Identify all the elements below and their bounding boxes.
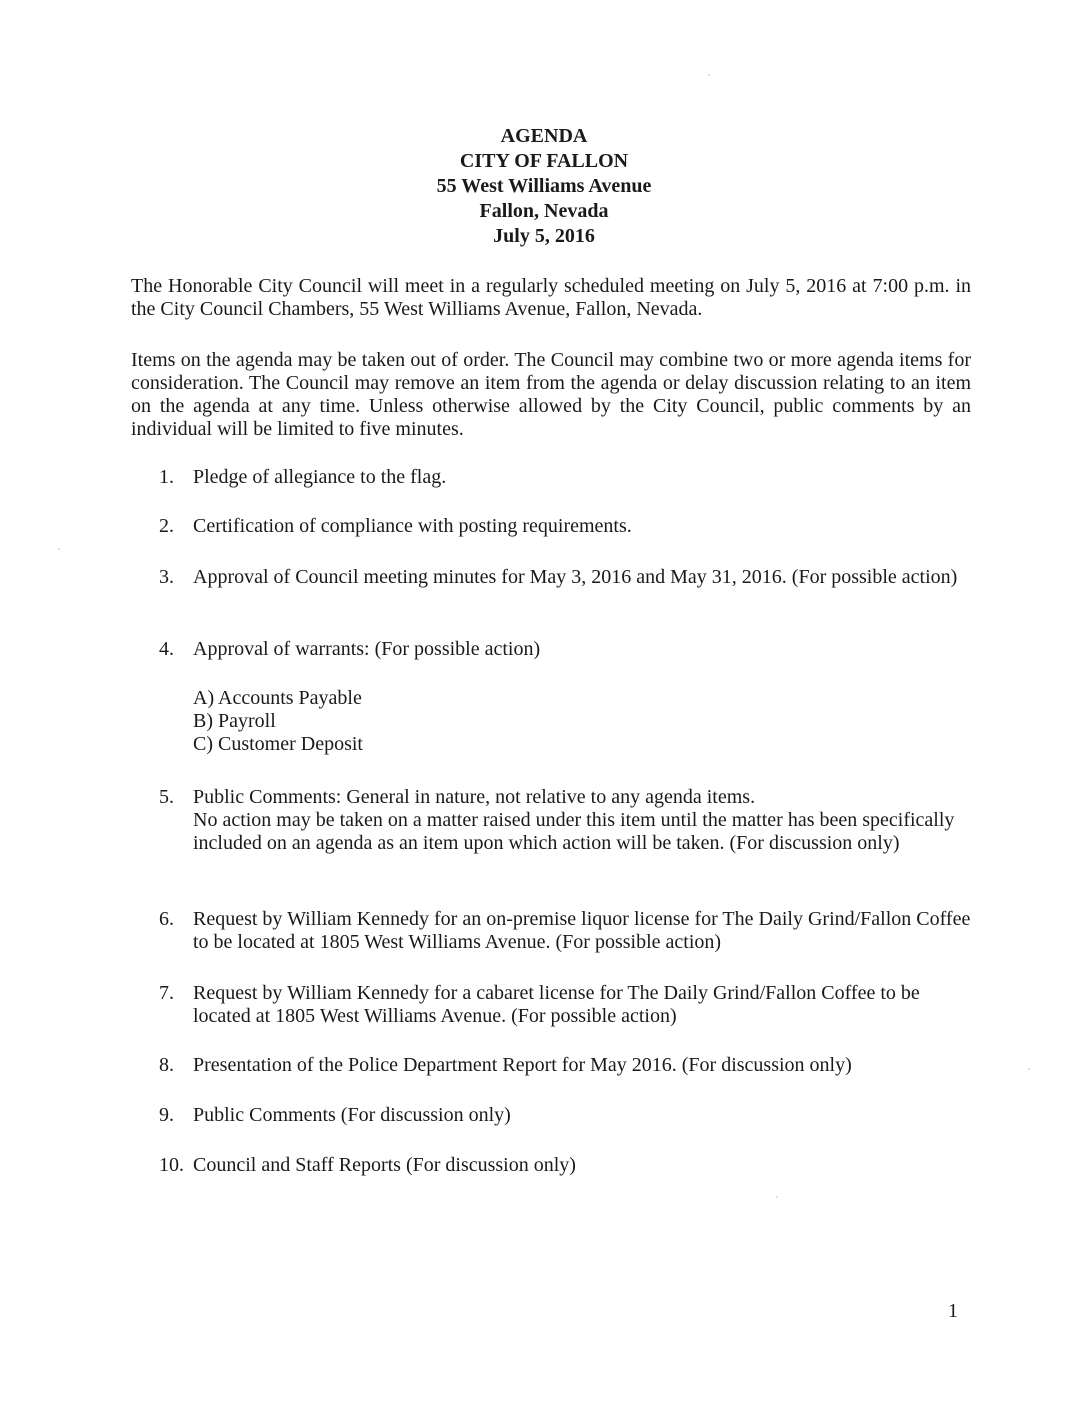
subitem-payroll: B) Payroll bbox=[193, 710, 276, 732]
item-title: Approval of warrants: (For possible action) bbox=[193, 638, 541, 660]
item-number: 4. bbox=[159, 638, 174, 660]
header-title: AGENDA bbox=[500, 125, 588, 147]
item-number: 6. bbox=[159, 908, 174, 930]
item-text: Certification of compliance with posting requirements. bbox=[193, 515, 632, 537]
item-text: Approval of Council meeting minutes for May 3, 2016 and May 31, 2016. (For possible action) bbox=[193, 566, 958, 588]
item-description: No action may be taken on a matter raised under this item until the matter has been specifically included on an agenda as an item upon which action will be taken. (For discussion only) bbox=[193, 809, 955, 854]
scan-speck bbox=[1028, 1068, 1030, 1070]
header-address: 55 West Williams Avenue bbox=[436, 175, 652, 197]
page-number: 1 bbox=[948, 1300, 958, 1322]
item-text bbox=[193, 786, 971, 855]
item-text: Pledge of allegiance to the flag. bbox=[193, 466, 447, 488]
item-text: Council and Staff Reports (For discussion only) bbox=[193, 1154, 576, 1176]
item-number: 9. bbox=[159, 1104, 174, 1126]
item-text: Request by William Kennedy for an on-premise liquor license for The Daily Grind/Fallon Coffee to be located at 1805 West Williams Avenue. (For possible action) bbox=[193, 908, 971, 953]
item-number: 5. bbox=[159, 786, 174, 808]
item-number: 7. bbox=[159, 982, 174, 1004]
item-number: 1. bbox=[159, 466, 174, 488]
item-number: 10. bbox=[159, 1154, 184, 1176]
intro-paragraph: The Honorable City Council will meet in a regularly scheduled meeting on July 5, 2016 at 7:00 p.m. in the City Council Chambers, 55 West Williams Avenue, Fallon, Nevada. bbox=[131, 275, 971, 320]
item-number: 8. bbox=[159, 1054, 174, 1076]
subitem-accounts-payable: A) Accounts Payable bbox=[193, 687, 362, 709]
item-text: Request by William Kennedy for a cabaret license for The Daily Grind/Fallon Coffee to be located at 1805 West Williams Avenue. (For possible action) bbox=[193, 982, 920, 1027]
item-text: Public Comments (For discussion only) bbox=[193, 1104, 511, 1126]
item-title: Public Comments: General in nature, not relative to any agenda items. bbox=[193, 786, 756, 808]
item-text: Presentation of the Police Department Report for May 2016. (For discussion only) bbox=[193, 1054, 852, 1076]
subitem-customer-deposit: C) Customer Deposit bbox=[193, 733, 363, 755]
header-city: CITY OF FALLON bbox=[459, 150, 629, 172]
item-number: 2. bbox=[159, 515, 174, 537]
header-location: Fallon, Nevada bbox=[479, 200, 609, 222]
scan-speck bbox=[58, 548, 60, 550]
rules-paragraph: Items on the agenda may be taken out of order. The Council may combine two or more agenda items for consideration. The Council may remove an item from the agenda or delay discussion relating to an item on the agenda at any time. Unless otherwise allowed by the City Council, public comments by an individual will be limited to five minutes. bbox=[131, 349, 971, 440]
scan-speck bbox=[708, 74, 710, 76]
header-date: July 5, 2016 bbox=[493, 225, 595, 247]
item-number: 3. bbox=[159, 566, 174, 588]
item-text bbox=[193, 638, 971, 756]
warrant-subitems bbox=[193, 687, 971, 756]
agenda-header bbox=[0, 124, 1088, 249]
scan-speck bbox=[776, 1196, 778, 1198]
